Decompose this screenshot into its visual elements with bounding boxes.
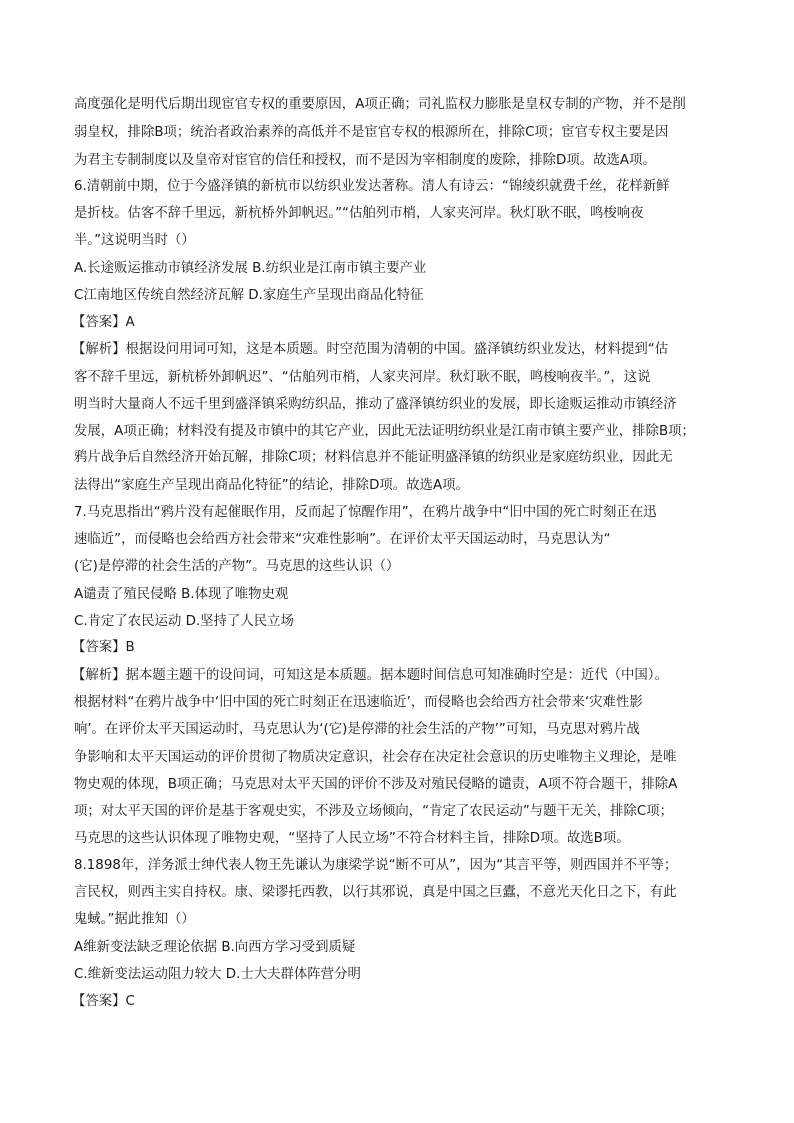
question-6-stem: 6.清朝前中期，位于今盛泽镇的新杭市以纺织业发达著称。清人有诗云：“锦绫织就费千丝，花样新鲜	[74, 179, 670, 194]
text-line: 物史观的体现，B项正确；马克思对太平天国的评价不涉及对殖民侵略的谴责，A项不符合题干，排除A	[74, 777, 678, 792]
text-line: 法得出“家庭生产呈现出商品化特征”的结论，排除D项。故选A项。	[74, 478, 469, 493]
text-line: 高度强化是明代后期出现宦官专权的重要原因，A项正确；司礼监权力膨胀是皇权专制的产物，并不是削	[74, 97, 686, 112]
text-line: 马克思的这些认识体现了唯物史观，“坚持了人民立场”不符合材料主旨，排除D项。故选B项。	[74, 831, 630, 846]
text-line: 明当时大量商人不远千里到盛泽镇采购纺织品，推动了盛泽镇纺织业的发展，即长途贩运推动市镇经济	[74, 397, 677, 412]
question-8-options-cd: C.维新变法运动阻力较大 D.士大夫群体阵营分明	[74, 967, 361, 982]
text-line: 是折枝。估客不辞千里远，新杭桥外卸帆迟。”“估舶列市梢，人家夹河岸。秋灯耿不眠，鸣梭响夜	[74, 206, 644, 221]
text-line: 根据材料“在鸦片战争中‘旧中国的死亡时刻正在迅速临近’，而侵略也会给西方社会带来‘灾难性影	[74, 695, 643, 710]
question-7-options-ab: A谴责了殖民侵略 B.体现了唯物史观	[74, 587, 289, 602]
text-line: (它)是停滞的社会生活的产物”。马克思的这些认识（）	[74, 559, 400, 574]
text-line: 弱皇权，排除B项；统治者政治素养的高低并不是宦官专权的根源所在，排除C项；宦官专权主要是因	[74, 125, 669, 140]
text-line: 项；对太平天国的评价是基于客观史实，不涉及立场倾向，“肯定了农民运动”与题干无关，排除C项；	[74, 804, 674, 819]
question-7-options-cd: C.肯定了农民运动 D.坚持了人民立场	[74, 614, 294, 629]
text-line: 鸦片战争后自然经济开始瓦解，排除C项；材料信息并不能证明盛泽镇的纺织业是家庭纺织业，因此无	[74, 450, 673, 465]
question-7-answer: 【答案】B	[72, 640, 135, 655]
question-8-options-ab: A维新变法缺乏理论依据 B.向西方学习受到质疑	[74, 940, 356, 955]
question-6-options-cd: C江南地区传统自然经济瓦解 D.家庭生产呈现出商品化特征	[74, 288, 424, 303]
question-8-answer: 【答案】C	[72, 994, 135, 1009]
question-7-analysis: 【解析】据本题主题干的设问词，可知这是本质题。据本题时间信息可知准确时空是：近代（中国）。	[72, 668, 668, 683]
question-6-analysis: 【解析】根据设问用词可知，这是本质题。时空范围为清朝的中国。盛泽镇纺织业发达，材料提到“估	[72, 342, 669, 357]
text-line: 响’。在评价太平天国运动时，马克思认为‘(它)是停滞的社会生活的产物’”可知，马克思对鸦片战	[74, 722, 640, 737]
text-line: 争影响和太平天国运动的评价贯彻了物质决定意识，社会存在决定社会意识的历史唯物主义理论，是唯	[74, 750, 677, 765]
text-line: 言民权，则西主实自持权。康、梁谬托西教，以行其邪说，真是中国之巨蠹，不意光天化日之下，有此	[74, 885, 677, 900]
text-line: 发展，A项正确；材料没有提及市镇中的其它产业，因此无法证明纺织业是江南市镇主要产业，排除B项；	[74, 424, 695, 439]
text-line: 速临近”，而侵略也会给西方社会带来“灾难性影响”。在评价太平天国运动时，马克思认为“	[74, 532, 611, 547]
question-7-stem: 7.马克思指出“鸦片没有起催眠作用，反而起了惊醒作用”，在鸦片战争中“旧中国的死亡时刻正在迅	[74, 505, 657, 520]
text-line: 鬼蜮。”据此推知（）	[74, 912, 195, 927]
text-line: 半。”这说明当时（）	[74, 233, 195, 248]
text-line: 客不辞千里远，新杭桥外卸帆迟”、“估舶列市梢，人家夹河岸。秋灯耿不眠，鸣梭响夜半。”，这说	[74, 370, 651, 385]
question-6-options-ab: A.长途贩运推动市镇经济发展 B.纺织业是江南市镇主要产业	[74, 261, 427, 276]
question-6-answer: 【答案】A	[72, 315, 135, 330]
text-line: 为君主专制制度以及皇帝对宦官的信任和授权，而不是因为宰相制度的废除，排除D项。故选A项。	[74, 153, 656, 168]
question-8-stem: 8.1898年，洋务派士绅代表人物王先谦认为康梁学说“断不可从”，因为“其言平等，则西国并不平等；	[74, 858, 678, 873]
